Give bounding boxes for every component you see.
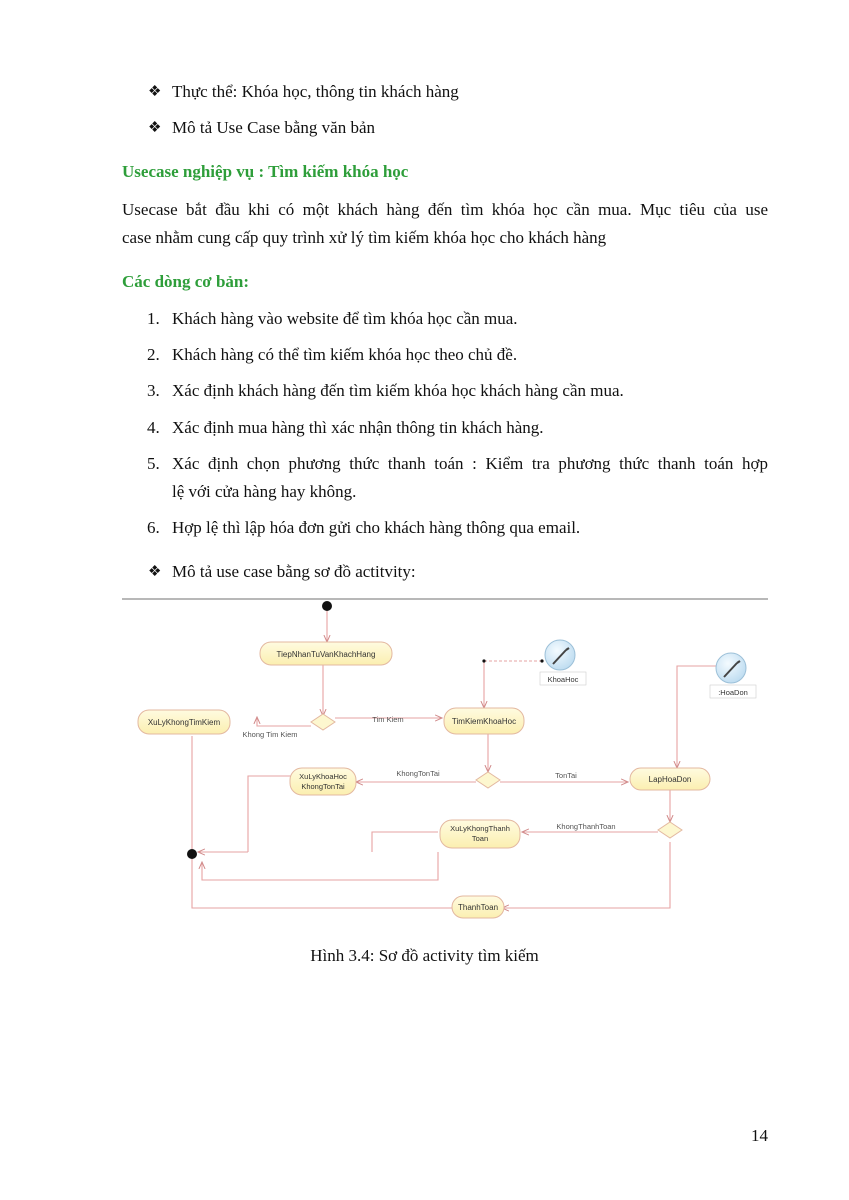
edge-hoadon-laphoadon bbox=[677, 666, 717, 768]
flow-number: 3. bbox=[147, 381, 160, 400]
edge-label-timkiem: Tim Kiem bbox=[372, 715, 404, 724]
flow-number: 4. bbox=[147, 418, 160, 437]
node-khongtontai-label1: XuLyKhoaHoc bbox=[299, 772, 347, 781]
node-tiepnhan-label: TiepNhanTuVanKhachHang bbox=[276, 650, 376, 659]
edge-khongthanhtoan-join bbox=[372, 832, 438, 852]
flow-number: 1. bbox=[147, 309, 160, 328]
object-hoadon bbox=[710, 653, 756, 698]
flow-item-continued: lệ với cửa hàng hay không. bbox=[172, 482, 357, 501]
node-timkiem-label: TimKiemKhoaHoc bbox=[451, 717, 517, 726]
edge-khongtontai-join bbox=[248, 776, 292, 852]
figure-caption: Hình 3.4: Sơ đồ activity tìm kiếm bbox=[310, 946, 539, 965]
flow-item: Xác định khách hàng đến tìm kiếm khóa học khách hàng cần mua. bbox=[172, 381, 624, 400]
node-laphoadon-label: LapHoaDon bbox=[648, 775, 692, 784]
edge-thanhtoan-back bbox=[192, 858, 452, 908]
decision-2 bbox=[476, 772, 500, 788]
flow-item: Khách hàng có thể tìm kiếm khóa học theo chủ đề. bbox=[172, 345, 518, 364]
flow-item: Xác định mua hàng thì xác nhận thông tin khách hàng. bbox=[172, 418, 544, 437]
object-khoahoc-label: KhoaHoc bbox=[547, 675, 579, 684]
flow-number: 5. bbox=[147, 454, 160, 473]
join-node bbox=[187, 849, 197, 859]
bullet-diamond-icon: ❖ bbox=[148, 564, 162, 580]
paragraph-line-2: case nhằm cung cấp quy trình xử lý tìm kiếm khóa học cho khách hàng bbox=[122, 228, 607, 247]
section-heading: Usecase nghiệp vụ : Tìm kiếm khóa học bbox=[122, 162, 409, 181]
flow-item: Khách hàng vào website để tìm khóa học cần mua. bbox=[172, 309, 518, 328]
bullet-diamond-icon: ❖ bbox=[148, 84, 162, 100]
activity-diagram bbox=[122, 596, 768, 932]
edge-thanhtoan bbox=[502, 842, 670, 908]
flow-number: 2. bbox=[147, 345, 160, 364]
flows-heading: Các dòng cơ bản: bbox=[122, 272, 250, 291]
flow-item: Hợp lệ thì lập hóa đơn gửi cho khách hàng thông qua email. bbox=[172, 518, 581, 537]
edge-label-khongthanhtoan: KhongThanhToan bbox=[556, 822, 616, 831]
link-dot bbox=[540, 659, 543, 662]
node-khongthanhtoan-label2: Toan bbox=[471, 834, 489, 843]
edge-label-khongtontai: KhongTonTai bbox=[396, 769, 440, 778]
bullet-diamond-icon: ❖ bbox=[148, 120, 162, 136]
node-xulykhong-label: XuLyKhongTimKiem bbox=[147, 718, 221, 727]
bullet-activity-desc: Mô tả use case bằng sơ đồ actitvity: bbox=[172, 562, 416, 581]
paragraph-line-1: Usecase bắt đầu khi có một khách hàng đến tìm khóa học cần mua. Mục tiêu của use bbox=[122, 200, 768, 219]
bullet-text-desc: Mô tả Use Case bằng văn bản bbox=[172, 118, 376, 137]
decision-3 bbox=[658, 822, 682, 838]
start-node bbox=[322, 601, 332, 611]
object-khoahoc bbox=[540, 640, 586, 685]
decision-1 bbox=[311, 714, 335, 730]
flow-number: 6. bbox=[147, 518, 160, 537]
node-thanhtoan-label: ThanhToan bbox=[457, 903, 499, 912]
edge-khongthanhtoan-loop bbox=[202, 852, 438, 880]
object-hoadon-label: :HoaDon bbox=[718, 688, 748, 697]
edge-khong-tim-kiem bbox=[257, 717, 311, 726]
edge-label-khongtimkiem: Khong Tim Kiem bbox=[242, 730, 298, 739]
flow-item: Xác định chọn phương thức thanh toán : Kiểm tra phương thức thanh toán hợp bbox=[172, 454, 768, 473]
link-dot bbox=[482, 659, 485, 662]
node-khongthanhtoan-label1: XuLyKhongThanh bbox=[450, 824, 510, 833]
bullet-entities: Thực thể: Khóa học, thông tin khách hàng bbox=[172, 82, 459, 101]
node-khongtontai-label2: KhongTonTai bbox=[301, 782, 345, 791]
page-number: 14 bbox=[751, 1126, 768, 1145]
edge-label-tontai: TonTai bbox=[555, 771, 577, 780]
